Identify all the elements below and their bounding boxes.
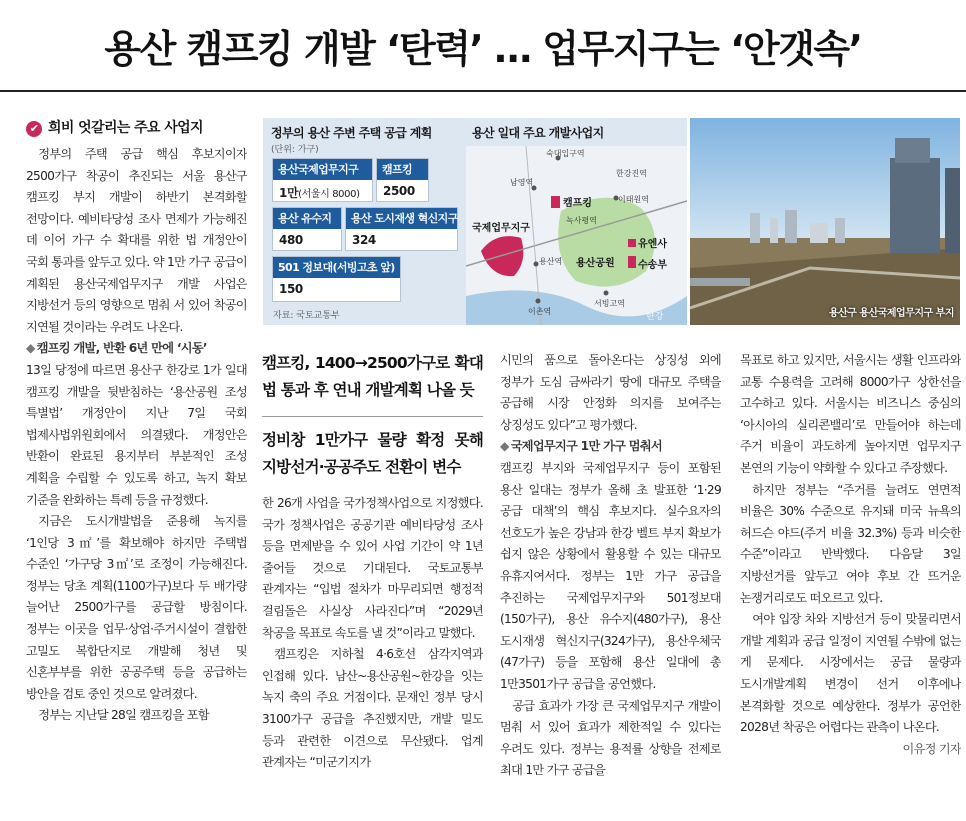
check-icon: ✔ [26, 121, 42, 137]
photo-caption: 용산구 용산국제업무지구 부지 [828, 308, 954, 319]
supply-box-yusuji [272, 207, 342, 251]
supply-box-label: 용산 유수지 [273, 208, 341, 229]
supply-box-value: 150 [279, 282, 303, 296]
paragraph: 시민의 품으로 돌아온다는 상징성 외에 정부가 도심 금싸라기 땅에 대규모 주택을 공급해 시장 안정화 의지를 보여주는 상징성도 있다”고 평가했다. [500, 353, 721, 432]
subsection-heading-text: 국제업무지구 1만 가구 멈춰서 [510, 439, 662, 454]
map-label-river: 한강 [646, 312, 664, 322]
yuensa-area-shape [628, 239, 636, 247]
supply-box-value: 2500 [383, 184, 415, 198]
headline: 용산 캠프킹 개발 ‘탄력’ … 업무지구는 ‘안갯속’ [0, 0, 966, 92]
column-3-body [500, 350, 721, 782]
paragraph: 여야 입장 차와 지방선거 등이 맞물리면서 개발 계획과 공급 일정이 지연될 수밖에 없는 게 문제다. 시장에서는 공급 물량과 도시개발계획 변경이 선거 이후에나 본격화할 것으로 예상한다. 정부가 공언한 2028년 착공은 어렵다는 관측이 나온다. 이유정 기자 [740, 609, 961, 739]
graphic-title-right: 용산 일대 주요 개발사업지 [472, 126, 604, 140]
paragraph: 캠프킹 부지와 국제업무지구 등이 포함된 용산 일대는 정부가 올해 초 발표한 ‘1·29 공급 대책’의 핵심 후보지다. 실수요자의 선호도가 높은 강남과 한강 벨트 부지 확보가 쉽지 않은 상황에서 활용할 수 있는 대규모 유휴지여서다. 정부는 1만 가구 공급을 추진하는 국제업무지구와 501정보대(150가구), 용산 유수지(480가구), 용산 도시재생 혁신지구(324가구), 용산우체국(47가구) 등을 포함해 용산 일대에 총 1만3501가구 공급을 공언했다. [500, 460, 721, 691]
camp-area-shape [551, 196, 560, 208]
map-label-park: 용산공원 [576, 258, 615, 269]
paragraph: 공급 효과가 가장 큰 국제업무지구 개발이 멈춰 서 있어 효과가 제한적일 수 있다는 우려도 있다. 정부는 용적률 상향을 전제로 최대 1만 가구 공급을 [500, 698, 721, 778]
map-label-susongbu: 수송부 [638, 260, 667, 271]
article-column-4 [740, 350, 961, 814]
graphic-title-left: 정부의 용산 주변 주택 공급 계획 [271, 126, 432, 140]
susongbu-area-shape [628, 256, 636, 268]
paragraph: 목표로 하고 있지만, 서울시는 생활 인프라와 교통 수용력을 고려해 8000가구 상한선을 고수하고 있다. 서울시는 비즈니스 중심의 ‘아시아의 실리콘밸리’로 만들어야 하는데 주거 비율이 과도하게 높아지면 업무지구 본연의 기능이 약화할 수 있다고 주장했다. [740, 353, 961, 475]
paragraph: 정부는 지난달 28일 캠프킹을 포함 [38, 708, 209, 723]
supply-box-camp [376, 158, 429, 202]
supply-box-value: 480 [279, 233, 303, 247]
article-column-3 [500, 350, 721, 814]
diamond-icon: ◆ [26, 341, 35, 356]
map-label-ibd: 국제업무지구 [472, 223, 530, 234]
map-label-hangang-jin: 한강진역 [616, 169, 647, 178]
paragraph: 캠프킹은 지하철 4·6호선 삼각지역과 인접해 있다. 남산~용산공원~한강을 잇는 녹지 축의 주요 거점이다. 문재인 정부 당시 3100가구 공급을 추진했지만, 개발 밀도 등과 관련한 이견으로 무산됐다. 업계 관계자는 “미군기지가 [262, 647, 483, 770]
map-label-itaewon: 이태원역 [618, 195, 649, 204]
map-label-ichon: 이촌역 [528, 307, 552, 316]
map-label-namyeong: 남영역 [510, 178, 534, 187]
subsection-heading [26, 338, 247, 360]
subtitle-ibd: 정비창 1만가구 물량 확정 못해 지방선거·공공주도 전환이 변수 [262, 416, 483, 481]
graphic-unit: (단위: 가구) [271, 145, 319, 155]
supply-box-label: 용산국제업무지구 [273, 159, 372, 180]
supply-box-label: 캠프킹 [377, 159, 428, 180]
map-label-yuensa: 유엔사 [638, 239, 667, 250]
supply-box-label: 용산 도시재생 혁신지구 [346, 208, 457, 229]
supply-box-value: 1만(서울시 8000) [279, 186, 360, 200]
subtitle-camp: 캠프킹, 1400→2500가구로 확대 법 통과 후 연내 개발계획 나올 듯 [262, 354, 483, 399]
article-column-1 [26, 114, 247, 814]
paragraph: 13일 당정에 따르면 용산구 한강로 1가 일대 캠프킹 개발을 뒷받침하는 ‘용산공원 조성 특별법’ 개정안이 지난 7일 국회 법제사법위원회에서 의결됐다. 개정안은 반환이 완료된 용지부터 부분적인 조성 계획을 수립할 수 있도록 하고, 녹지 확보 기준을 완화하는 특례 등을 규정했다. [26, 362, 247, 507]
infographic [263, 118, 687, 325]
paragraph: 정부의 주택 공급 핵심 후보지이자 2500가구 착공이 추진되는 서울 용산구 캠프킹 부지 개발이 하반기 본격화할 전망이다. 예비타당성 조사 면제가 가능해진 데 이어 가구 수 확대를 위한 법 개정안이 국회 통과를 앞두고 있다. 약 1만 가구 공급이 계획된 용산국제업무지구 개발 사업은 지방선거 등의 영향으로 멈춰 서 있어 착공이 지연될 것이라는 우려도 나온다. [26, 147, 247, 334]
site-photo-image [690, 118, 960, 325]
station-dot [536, 299, 541, 304]
map-label-noksapyeong: 녹사평역 [566, 216, 597, 225]
supply-box-value: 324 [352, 233, 376, 247]
station-dot [534, 262, 539, 267]
paragraph: 지금은 도시개발법을 준용해 녹지를 ‘1인당 3㎡’를 확보해야 하지만 주택법 수준인 ‘가구당 3㎡’로 조정이 가능해진다. 정부는 당초 계획(1100가구)보다 두 배가량 늘어난 2500가구를 공급할 방침이다. 정부는 이곳을 업무·상업·주거시설이 결합한 고밀도 복합단지로 개발해 청년 및 신혼부부를 위한 공공주택 등을 공급하는 방안을 검토 중인 것으로 알려졌다. [26, 514, 247, 701]
supply-box-501 [272, 256, 401, 302]
paragraph: 한 26개 사업을 국가정책사업으로 지정했다. 국가 정책사업은 공공기관 예비타당성 조사 등을 면제받을 수 있어 사업 기간이 약 1년 줄어들 것으로 기대된다. 국토교통부 관계자는 “입법 절차가 마무리되면 행정적 걸림돌은 사실상 사라진다”며 “2029년 착공을 목표로 속도를 낼 것”이라고 말했다. [262, 496, 483, 640]
column-1-body [26, 144, 247, 727]
section-title-text: 희비 엇갈리는 주요 사업지 [48, 120, 203, 137]
yongsan-map [466, 146, 687, 325]
byline: 이유정 기자 [902, 741, 961, 756]
supply-box-ibd [272, 158, 373, 202]
map-label-yongsan-station: 용산역 [539, 257, 563, 266]
map-label-camp: 캠프킹 [563, 198, 592, 209]
section-title [26, 114, 247, 144]
subsection-heading-text: 캠프킹 개발, 반환 6년 만에 ‘시동’ [36, 341, 207, 356]
paragraph: 하지만 정부는 “주거를 늘려도 연면적 비율은 30% 수준으로 유지돼 미국 뉴욕의 허드슨 야드(주거 비율 32.3%) 등과 비슷한 수준”이라고 반박했다. 다음달 3일 지방선거를 앞두고 여야 후보 간 뜨거운 논쟁거리로도 떠오르고 있다. [740, 482, 961, 605]
station-dot [604, 291, 609, 296]
map-label-seobinggo: 서빙고역 [594, 299, 625, 308]
diamond-icon: ◆ [500, 439, 509, 454]
site-photo [690, 118, 960, 325]
map-label-sukdae: 숙대입구역 [546, 149, 585, 158]
subsection-heading [500, 436, 721, 458]
article-column-2 [262, 350, 483, 814]
column-4-body [740, 350, 961, 756]
graphic-source: 자료: 국토교통부 [273, 311, 340, 321]
column-2-body [262, 493, 483, 774]
supply-box-regeneration [345, 207, 458, 251]
supply-box-label: 501 정보대(서빙고초 앞) [273, 257, 400, 278]
